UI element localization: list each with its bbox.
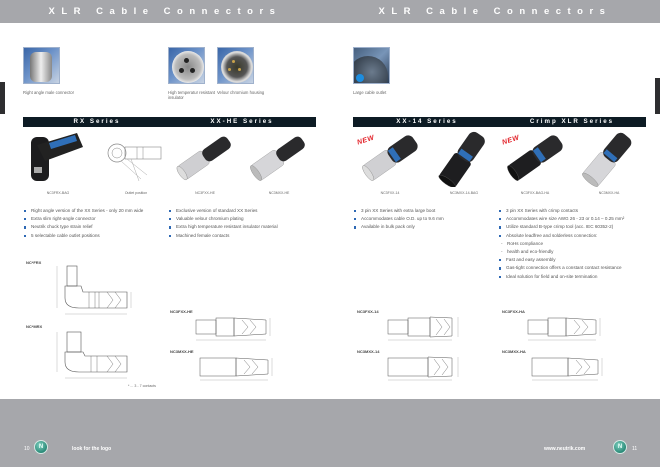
bullet-item: Absolute leadfree and solderless connection: [498, 232, 646, 240]
neutrik-logo-icon: N [613, 440, 627, 454]
female-connector-image [355, 127, 425, 187]
neutrik-logo-icon: N [34, 440, 48, 454]
drawing-label: NC3FXX-HE [170, 309, 193, 314]
female-connector-image [170, 127, 240, 187]
drawing-label: NC*MRX [26, 324, 43, 329]
series-title: XX-14 Series [353, 117, 501, 127]
right-angle-connector-thumb [23, 47, 60, 84]
feature-right-angle [23, 47, 83, 95]
left-section-tab [0, 82, 5, 114]
bullet-item: Extra slim right-angle connector [23, 215, 171, 223]
product-row [353, 127, 501, 197]
bullet-item: Utilize standard B-type crimp tool (acc. IEC 60352-2) [498, 223, 646, 231]
drawing-label: NC3MXX-HA [502, 349, 526, 354]
product-nc3frx-bag [23, 127, 93, 193]
product-label: Outlet position [124, 191, 148, 195]
website-url[interactable]: www.neutrik.com [544, 446, 586, 452]
right-section-tab [655, 78, 660, 114]
series-crimp-xlr [498, 117, 646, 281]
bullet-item: Extra high temperature resistant insulator material [168, 223, 316, 231]
female-connector-image [500, 127, 570, 187]
outlet-position-diagram [101, 127, 171, 193]
left-tagline: look for the logo [72, 446, 112, 452]
xx-he-male-technical-drawing [198, 354, 278, 384]
drawing-label: NC3MXX-14 [357, 349, 380, 354]
feature-chromium [217, 47, 277, 95]
bullet-sub-item: - RoHs compliance [498, 240, 646, 248]
xx-14-female-technical-drawing [386, 314, 466, 344]
bullet-item: Gas-tight connection offers a constant contact resistance [498, 264, 646, 272]
bullet-item: Accommodates wire size AWG 26 - 23 or 0.14 – 0.25 mm² [498, 215, 646, 223]
product-label: NC3MXX-HE [268, 191, 290, 195]
bullet-item: Ideal solution for field and on-site termination [498, 273, 646, 281]
feature-bullets [168, 207, 316, 240]
xx-he-female-technical-drawing [194, 314, 274, 344]
product-label: NC3MXX-14-BAG [449, 191, 479, 195]
product-label: NC3MXX-HA [598, 191, 620, 195]
product-nc3fxx-bag-ha [500, 127, 570, 193]
crimp-female-technical-drawing [526, 314, 606, 344]
feature-caption: High temperatur resistant insulator [168, 90, 216, 101]
outlet-position-drawing [101, 127, 171, 187]
series-title: RX Series [23, 117, 171, 127]
male-connector-image [574, 127, 644, 187]
product-label: NC3FXX-HE [195, 191, 215, 195]
product-row [498, 127, 646, 197]
feature-large-outlet [353, 47, 413, 95]
drawing-label: NC*FRX [26, 260, 42, 265]
chromium-housing-thumb [217, 47, 254, 84]
series-title: XX-HE Series [168, 117, 316, 127]
bullet-item: Right angle version of the XX Series - only 20 mm wide [23, 207, 171, 215]
xx-14-male-technical-drawing [386, 354, 466, 384]
new-badge: NEW [356, 134, 376, 147]
right-header-title: XLR Cable Connectors [378, 6, 612, 17]
crimp-male-technical-drawing [530, 354, 610, 384]
feature-caption: Velour chromium housing [217, 90, 265, 95]
rx-male-technical-drawing [55, 326, 135, 382]
male-connector-image [429, 127, 499, 187]
insulator-thumb [168, 47, 205, 84]
bullet-item: 3 pin XX Series with crimp contacts [498, 207, 646, 215]
right-angle-connector-image [23, 127, 93, 187]
product-nc3mxx-he [244, 127, 314, 193]
series-xx-he [168, 117, 316, 240]
bullet-item: Fast and easy assembly [498, 256, 646, 264]
product-label: NC3FXX-BAG-HA [520, 191, 550, 195]
feature-bullets [498, 207, 646, 281]
product-nc3mxx-ha [574, 127, 644, 193]
product-nc3mxx-14-bag [429, 127, 499, 193]
male-connector-image [244, 127, 314, 187]
bullet-item: 5 selectable cable outlet positions [23, 232, 171, 240]
product-row [23, 127, 171, 197]
bullet-item: Available in bulk pack only [353, 223, 501, 231]
right-header-band [330, 0, 660, 23]
feature-bullets [23, 207, 171, 240]
left-footer-band [0, 399, 330, 467]
right-page [330, 0, 660, 467]
bullet-item: Machined female contacts [168, 232, 316, 240]
bullet-item: Exclusive version of standard XX Series [168, 207, 316, 215]
series-xx-14 [353, 117, 501, 232]
product-label: NC3FXX-14 [380, 191, 400, 195]
feature-caption: Large cable outlet [353, 90, 387, 95]
contacts-footnote: * ... 3 - 7 contacts [128, 384, 156, 388]
drawing-label: NC3FXX-HA [502, 309, 525, 314]
feature-caption: Right angle male connector [23, 90, 74, 95]
bullet-item: Valuable velour chromium plating [168, 215, 316, 223]
bullet-item: 3 pin XX Series with extra large boot [353, 207, 501, 215]
product-nc3fxx-14 [355, 127, 425, 193]
right-page-number: 11 [632, 446, 638, 452]
bullet-item: Neutrik chuck type strain relief [23, 223, 171, 231]
feature-bullets [353, 207, 501, 232]
bullet-sub-item: - health and eco-friendly [498, 248, 646, 256]
series-rx [23, 117, 171, 240]
product-nc3fxx-he [170, 127, 240, 193]
cable-outlet-thumb [353, 47, 390, 84]
new-badge: NEW [501, 134, 521, 147]
left-header-band [0, 0, 330, 23]
left-page-number: 10 [24, 446, 30, 452]
right-footer-band [330, 399, 660, 467]
drawing-label: NC3FXX-14 [357, 309, 379, 314]
left-header-title: XLR Cable Connectors [48, 6, 282, 17]
product-row [168, 127, 316, 197]
product-label: NC3FRX-BAG [46, 191, 70, 195]
series-title: Crimp XLR Series [498, 117, 646, 127]
rx-female-technical-drawing [55, 262, 135, 322]
drawing-label: NC3MXX-HE [170, 349, 194, 354]
bullet-item: Accommodates cable O.D. up to 9.6 mm [353, 215, 501, 223]
